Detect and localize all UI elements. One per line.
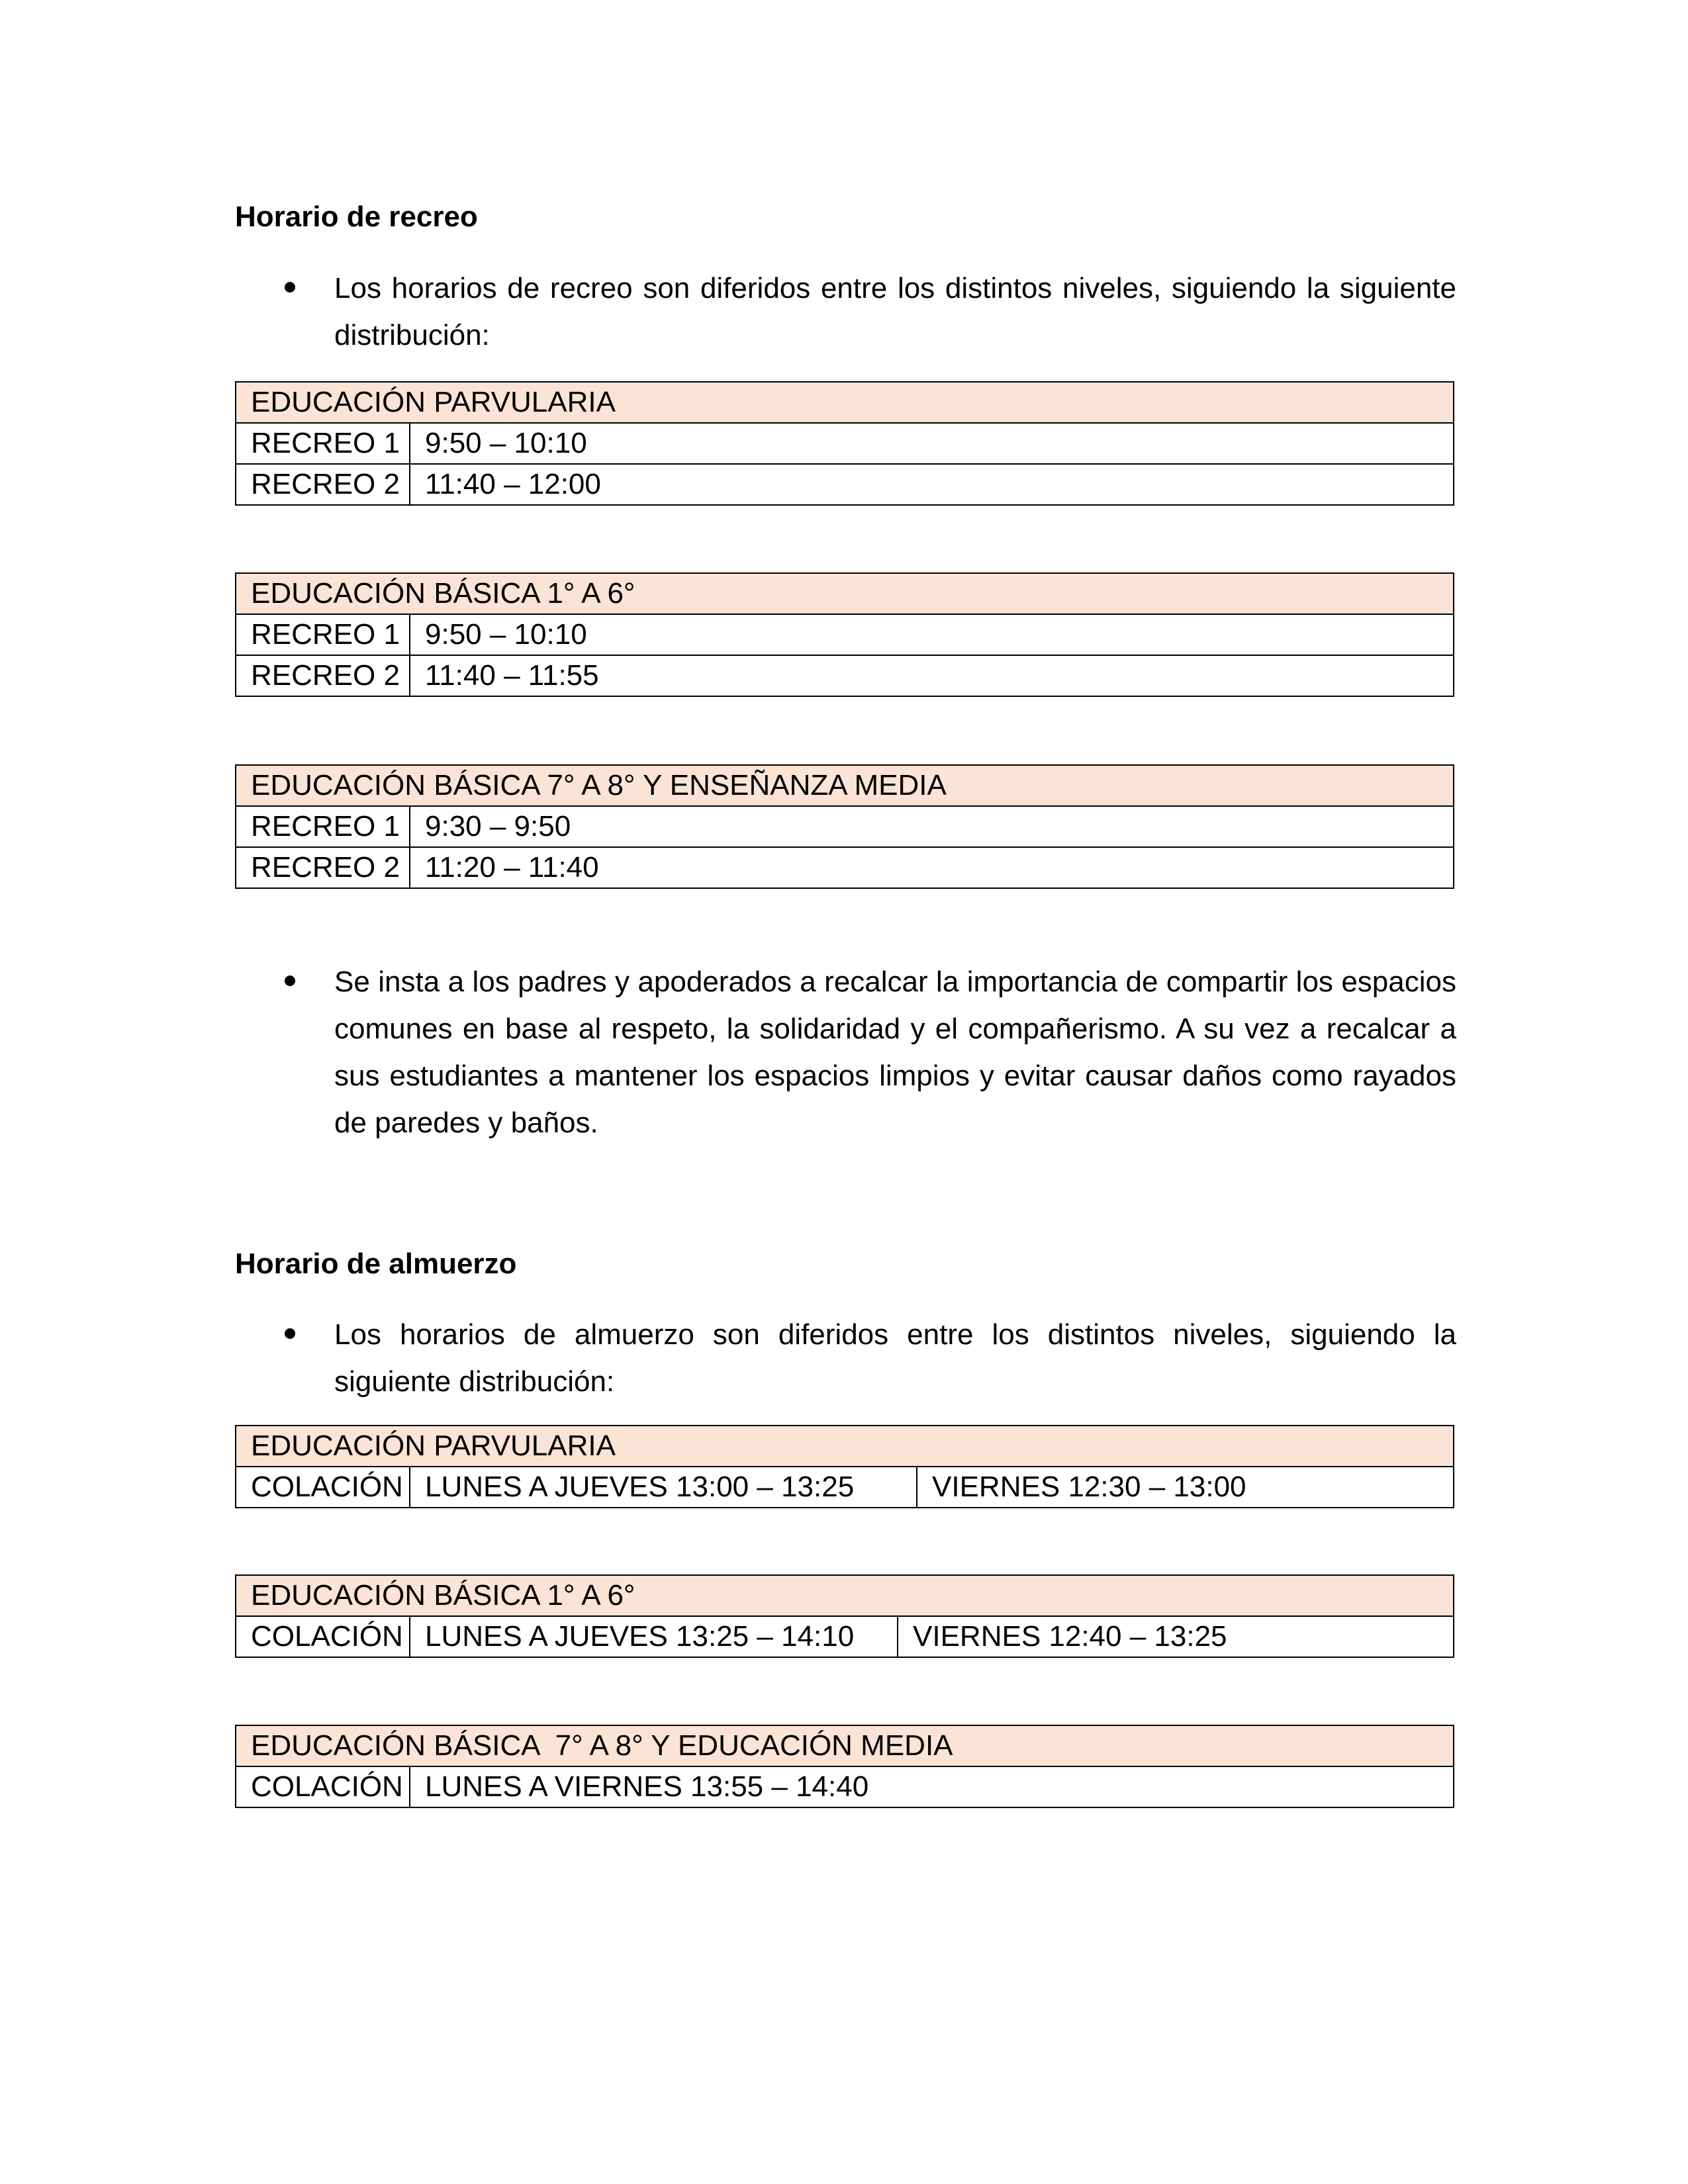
weekday-time: LUNES A JUEVES 13:25 – 14:10 — [410, 1616, 898, 1657]
almuerzo-intro-text: Los horarios de almuerzo son diferidos entre los distintos niveles, siguiendo la siguiente distribución: — [334, 1318, 1456, 1398]
recreo-table-basica-7-8-media — [235, 764, 1454, 889]
break-time: 11:20 – 11:40 — [410, 847, 1454, 888]
table-row — [236, 614, 1454, 655]
bullet-icon — [285, 282, 295, 293]
bullet-icon — [285, 1328, 295, 1339]
break-time: 9:30 – 9:50 — [410, 806, 1454, 847]
break-label: RECREO 2 — [236, 847, 410, 888]
table-header: EDUCACIÓN PARVULARIA — [236, 382, 1454, 423]
table-row — [236, 423, 1454, 464]
break-time: 11:40 – 12:00 — [410, 464, 1454, 505]
table-header: EDUCACIÓN PARVULARIA — [236, 1426, 1454, 1467]
recreo-table-parvularia — [235, 381, 1454, 506]
weekday-time: LUNES A JUEVES 13:00 – 13:25 — [410, 1467, 917, 1508]
meal-label: COLACIÓN — [236, 1766, 410, 1807]
almuerzo-table-basica-1-6 — [235, 1574, 1454, 1658]
friday-time: VIERNES 12:30 – 13:00 — [917, 1467, 1454, 1508]
recreo-note-text: Se insta a los padres y apoderados a recalcar la importancia de compartir los espacios comunes en base al respeto, la solidaridad y el compañerismo. A su vez a recalcar a sus estudiantes a mantener los espacios limpios y evitar causar daños como rayados de paredes y baños. — [334, 966, 1456, 1139]
break-label: RECREO 1 — [236, 423, 410, 464]
break-label: RECREO 1 — [236, 614, 410, 655]
meal-label: COLACIÓN — [236, 1616, 410, 1657]
friday-time: VIERNES 12:40 – 13:25 — [898, 1616, 1454, 1657]
table-header: EDUCACIÓN BÁSICA 1° A 6° — [236, 1575, 1454, 1616]
almuerzo-heading: Horario de almuerzo — [235, 1248, 517, 1280]
recreo-table-basica-1-6 — [235, 572, 1454, 697]
table-header: EDUCACIÓN BÁSICA 7° A 8° Y EDUCACIÓN MEDIA — [236, 1725, 1454, 1766]
recreo-heading: Horario de recreo — [235, 201, 478, 233]
weekday-time: LUNES A VIERNES 13:55 – 14:40 — [410, 1766, 1454, 1807]
table-row — [236, 847, 1454, 888]
break-label: RECREO 1 — [236, 806, 410, 847]
table-row — [236, 1616, 1454, 1657]
table-row — [236, 806, 1454, 847]
recreo-note-bullet — [278, 958, 1456, 1150]
bullet-icon — [285, 976, 295, 986]
almuerzo-intro-bullet — [278, 1311, 1456, 1405]
almuerzo-table-basica-7-8-media — [235, 1725, 1454, 1808]
recreo-intro-text: Los horarios de recreo son diferidos entre los distintos niveles, siguiendo la siguiente distribución: — [334, 272, 1456, 351]
break-time: 9:50 – 10:10 — [410, 423, 1454, 464]
recreo-intro-bullet — [278, 265, 1456, 359]
break-time: 9:50 – 10:10 — [410, 614, 1454, 655]
meal-label: COLACIÓN — [236, 1467, 410, 1508]
break-label: RECREO 2 — [236, 655, 410, 696]
break-label: RECREO 2 — [236, 464, 410, 505]
table-row — [236, 1467, 1454, 1508]
table-header: EDUCACIÓN BÁSICA 7° A 8° Y ENSEÑANZA MEDIA — [236, 765, 1454, 806]
table-row — [236, 655, 1454, 696]
break-time: 11:40 – 11:55 — [410, 655, 1454, 696]
table-row — [236, 1766, 1454, 1807]
table-header: EDUCACIÓN BÁSICA 1° A 6° — [236, 573, 1454, 614]
table-row — [236, 464, 1454, 505]
almuerzo-table-parvularia — [235, 1425, 1454, 1508]
